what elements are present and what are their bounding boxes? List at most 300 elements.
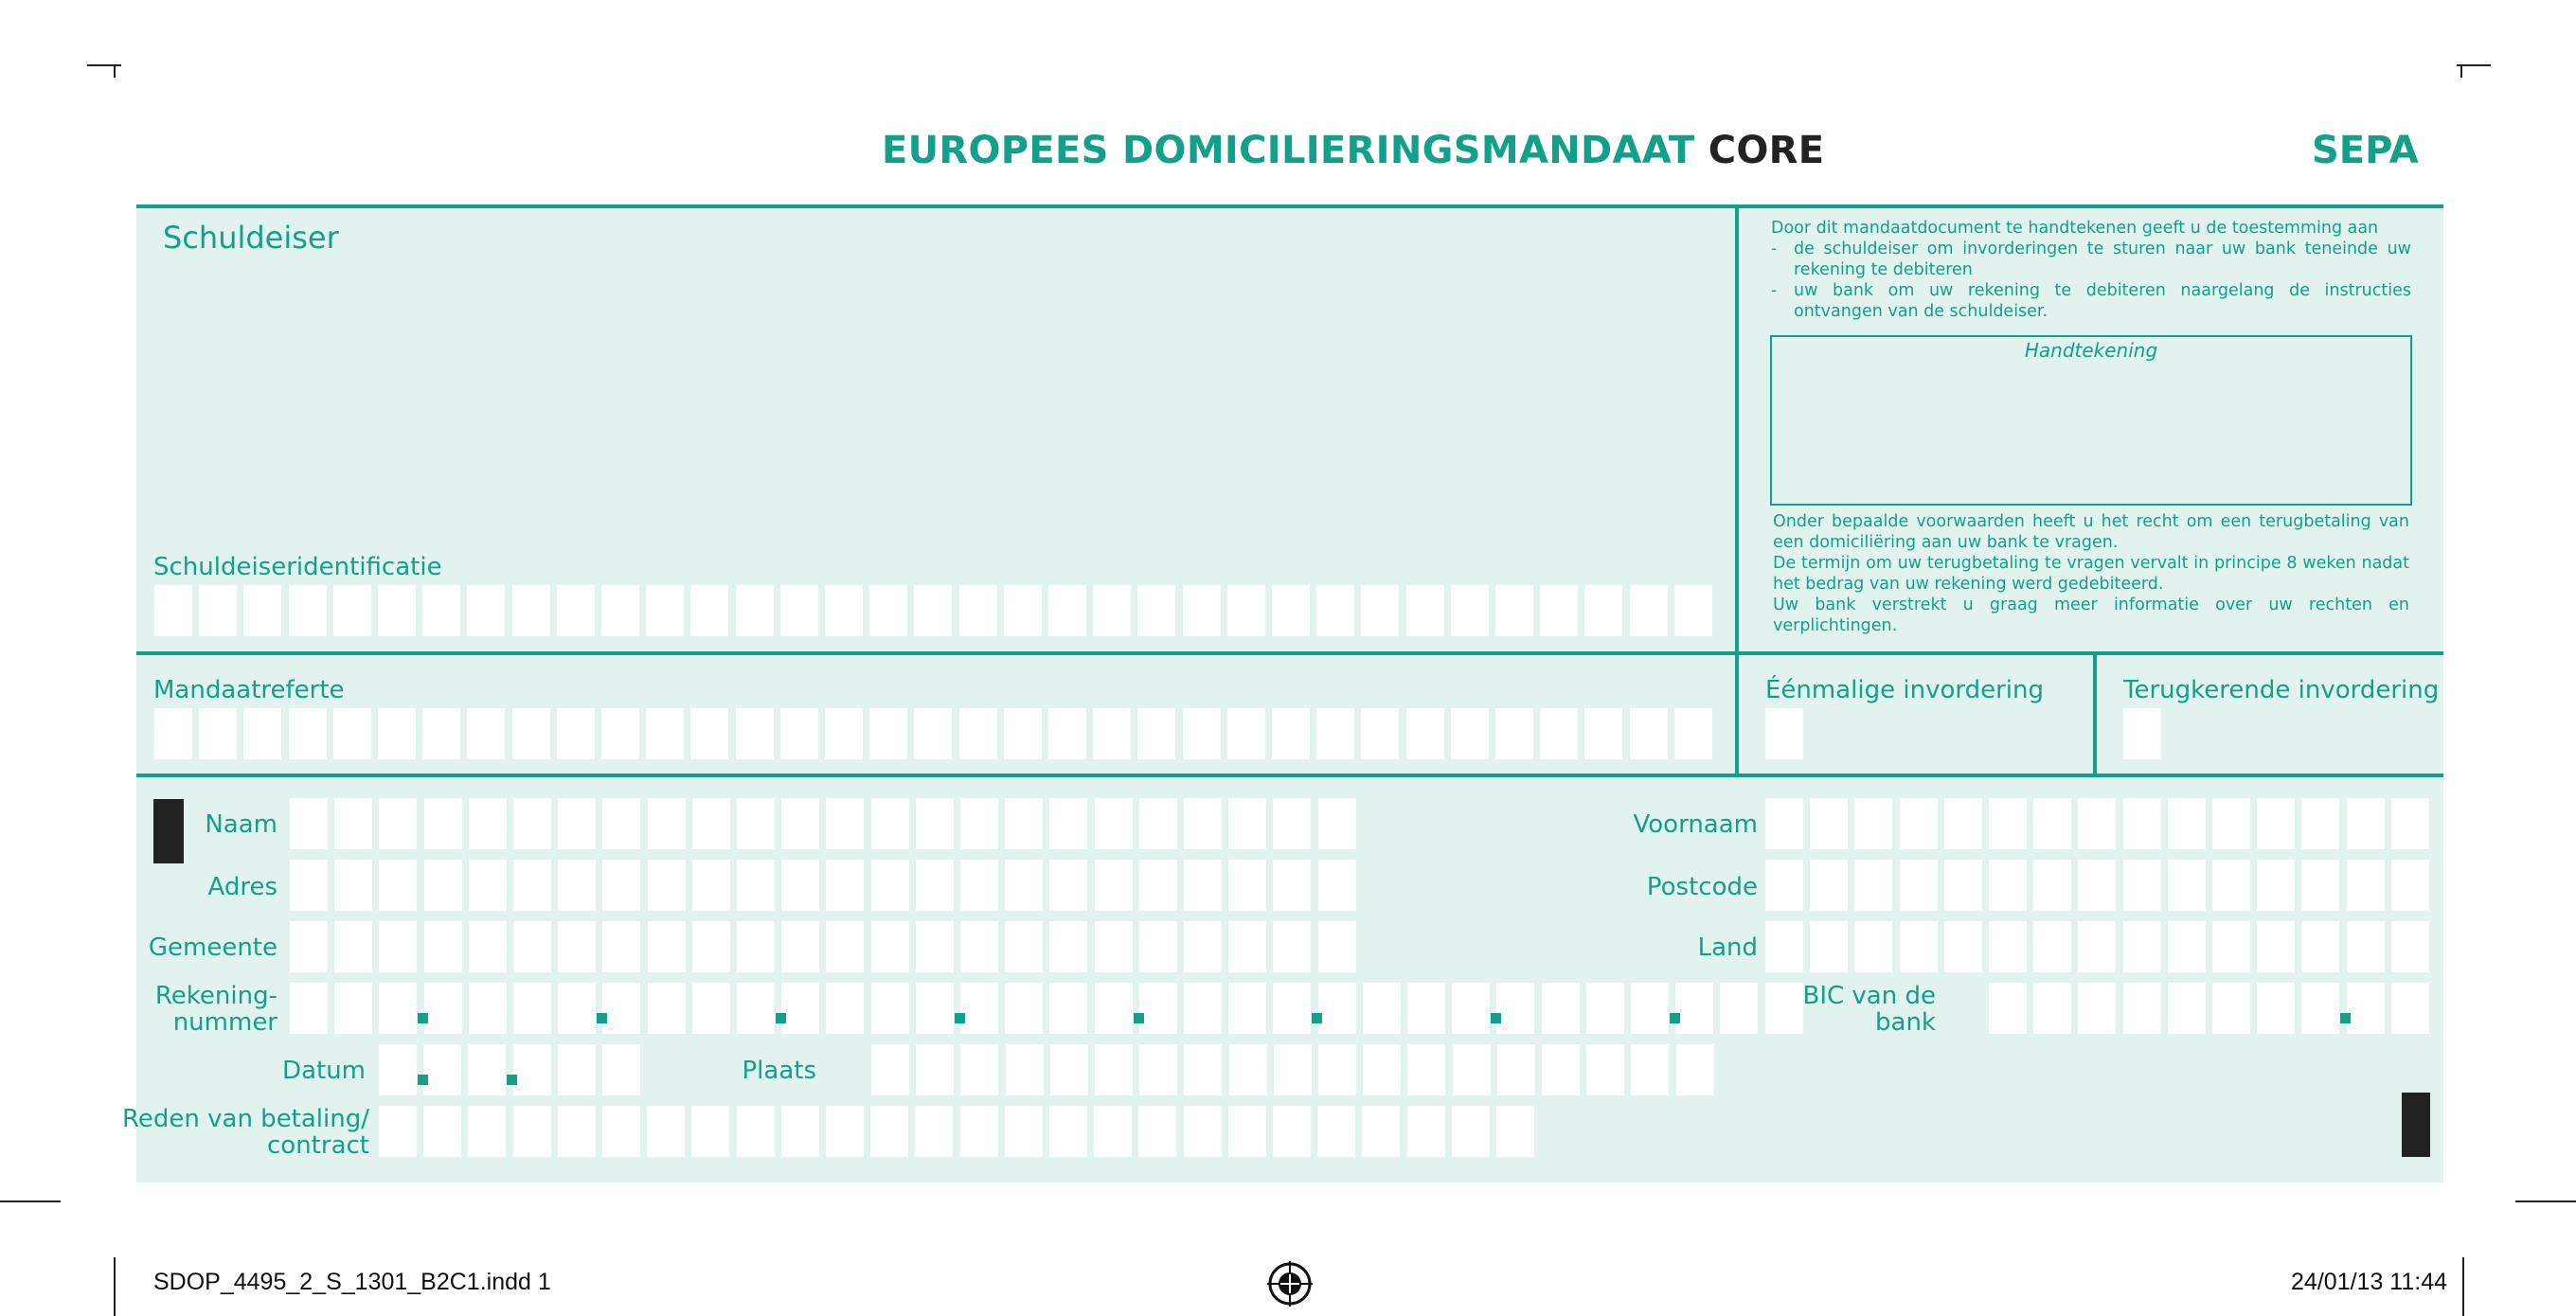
creditor-id-char-box[interactable] bbox=[690, 585, 728, 636]
address-char-box[interactable] bbox=[558, 860, 596, 911]
firstname-char-box[interactable] bbox=[2257, 798, 2295, 849]
city-char-box[interactable] bbox=[1095, 921, 1133, 972]
account-number-char-box[interactable] bbox=[1049, 983, 1087, 1034]
mandate-reference-char-box[interactable] bbox=[959, 708, 997, 759]
address-char-box[interactable] bbox=[1228, 860, 1266, 911]
address-char-box[interactable] bbox=[1139, 860, 1177, 911]
account-number-char-box[interactable] bbox=[1407, 983, 1445, 1034]
account-number-char-box[interactable] bbox=[916, 983, 954, 1034]
consent-item-bank: uw bank om uw rekening te debiteren naargelang de instructies ontvangen van de schuldeiser. bbox=[1794, 281, 2411, 321]
address-char-box[interactable] bbox=[1049, 860, 1087, 911]
country-char-box[interactable] bbox=[1810, 921, 1848, 972]
account-number-char-box[interactable] bbox=[960, 983, 998, 1034]
payment-reason-char-box[interactable] bbox=[1362, 1106, 1400, 1157]
creditor-id-char-box[interactable] bbox=[1316, 585, 1354, 636]
payment-reason-char-box[interactable] bbox=[781, 1106, 819, 1157]
mandate-reference-char-box[interactable] bbox=[1361, 708, 1399, 759]
account-number-char-box[interactable] bbox=[1720, 983, 1758, 1034]
payment-reason-char-box[interactable] bbox=[1496, 1106, 1534, 1157]
firstname-char-box[interactable] bbox=[2123, 798, 2161, 849]
creditor-id-char-box[interactable] bbox=[422, 585, 460, 636]
crop-mark-top-left-v bbox=[114, 64, 116, 78]
postcode-char-box[interactable] bbox=[1810, 860, 1848, 911]
creditor-id-char-box[interactable] bbox=[914, 585, 952, 636]
account-number-char-box[interactable] bbox=[1765, 983, 1803, 1034]
mandate-reference-char-box[interactable] bbox=[333, 708, 371, 759]
country-char-box[interactable] bbox=[2168, 921, 2206, 972]
mandate-reference-char-box[interactable] bbox=[1004, 708, 1042, 759]
city-char-box[interactable] bbox=[916, 921, 954, 972]
payment-reason-char-box[interactable] bbox=[915, 1106, 953, 1157]
name-char-box[interactable] bbox=[602, 798, 640, 849]
place-char-box[interactable] bbox=[1318, 1044, 1356, 1095]
mandate-reference-char-box[interactable] bbox=[512, 708, 550, 759]
city-char-box[interactable] bbox=[648, 921, 686, 972]
firstname-char-box[interactable] bbox=[1989, 798, 2027, 849]
payment-reason-char-box[interactable] bbox=[602, 1106, 640, 1157]
city-char-box[interactable] bbox=[1139, 921, 1177, 972]
country-char-box[interactable] bbox=[2123, 921, 2161, 972]
postcode-char-box[interactable] bbox=[2123, 860, 2161, 911]
footer-filename: SDOP_4495_2_S_1301_B2C1.indd 1 bbox=[153, 1269, 551, 1295]
city-char-box[interactable] bbox=[334, 921, 372, 972]
payment-reason-char-box[interactable] bbox=[1317, 1106, 1355, 1157]
payment-reason-char-box[interactable] bbox=[558, 1106, 596, 1157]
mandate-reference-char-box[interactable] bbox=[1183, 708, 1221, 759]
creditor-id-char-box[interactable] bbox=[243, 585, 281, 636]
city-char-box[interactable] bbox=[781, 921, 819, 972]
creditor-id-char-box[interactable] bbox=[1137, 585, 1175, 636]
name-char-box[interactable] bbox=[1139, 798, 1177, 849]
country-char-box[interactable] bbox=[1989, 921, 2027, 972]
name-char-box[interactable] bbox=[781, 798, 819, 849]
creditor-id-char-box[interactable] bbox=[1093, 585, 1131, 636]
creditor-id-char-box[interactable] bbox=[467, 585, 505, 636]
payment-reason-char-box[interactable] bbox=[647, 1106, 685, 1157]
creditor-id-char-box[interactable] bbox=[512, 585, 550, 636]
place-char-box[interactable] bbox=[1184, 1044, 1222, 1095]
name-char-box[interactable] bbox=[960, 798, 998, 849]
country-char-box[interactable] bbox=[1900, 921, 1938, 972]
firstname-char-box[interactable] bbox=[2347, 798, 2385, 849]
address-char-box[interactable] bbox=[692, 860, 730, 911]
place-char-box[interactable] bbox=[1363, 1044, 1401, 1095]
country-char-box[interactable] bbox=[2347, 921, 2385, 972]
recurrent-collection-checkbox[interactable] bbox=[2123, 708, 2161, 759]
creditor-id-char-box[interactable] bbox=[289, 585, 327, 636]
bic-char-box[interactable] bbox=[2347, 983, 2385, 1034]
account-number-char-box[interactable] bbox=[1228, 983, 1266, 1034]
address-char-box[interactable] bbox=[737, 860, 775, 911]
mandate-reference-char-box[interactable] bbox=[1227, 708, 1265, 759]
city-char-box[interactable] bbox=[379, 921, 417, 972]
payment-reason-char-box[interactable] bbox=[737, 1106, 775, 1157]
city-char-box[interactable] bbox=[692, 921, 730, 972]
signature-box[interactable] bbox=[1770, 335, 2412, 506]
postcode-char-box[interactable] bbox=[1900, 860, 1938, 911]
account-number-char-box[interactable] bbox=[513, 983, 551, 1034]
account-number-separator-dot bbox=[418, 1013, 428, 1023]
city-char-box[interactable] bbox=[1228, 921, 1266, 972]
address-char-box[interactable] bbox=[1184, 860, 1222, 911]
mandate-reference-char-box[interactable] bbox=[914, 708, 952, 759]
city-char-box[interactable] bbox=[1318, 921, 1356, 972]
address-char-box[interactable] bbox=[1273, 860, 1311, 911]
account-number-char-box[interactable] bbox=[1542, 983, 1580, 1034]
account-number-char-box[interactable] bbox=[558, 983, 596, 1034]
postcode-char-box[interactable] bbox=[1854, 860, 1892, 911]
mandate-reference-char-box[interactable] bbox=[557, 708, 595, 759]
account-number-separator-dot bbox=[776, 1013, 786, 1023]
firstname-char-box[interactable] bbox=[2391, 798, 2429, 849]
name-char-box[interactable] bbox=[1273, 798, 1311, 849]
mandate-reference-char-box[interactable] bbox=[1093, 708, 1131, 759]
place-char-box[interactable] bbox=[916, 1044, 954, 1095]
place-char-box[interactable] bbox=[1453, 1044, 1491, 1095]
place-char-box[interactable] bbox=[1050, 1044, 1088, 1095]
account-number-char-box[interactable] bbox=[737, 983, 775, 1034]
country-char-box[interactable] bbox=[2212, 921, 2250, 972]
postcode-char-box[interactable] bbox=[1944, 860, 1982, 911]
sepa-label: SEPA bbox=[2312, 129, 2419, 172]
name-char-box[interactable] bbox=[1318, 798, 1356, 849]
city-char-box[interactable] bbox=[513, 921, 551, 972]
payment-reason-char-box[interactable] bbox=[960, 1106, 998, 1157]
payment-reason-char-box[interactable] bbox=[1228, 1106, 1266, 1157]
payment-reason-char-box[interactable] bbox=[468, 1106, 506, 1157]
address-char-box[interactable] bbox=[1318, 860, 1356, 911]
address-char-box[interactable] bbox=[648, 860, 686, 911]
address-char-box[interactable] bbox=[871, 860, 909, 911]
mandate-reference-char-box[interactable] bbox=[1451, 708, 1489, 759]
payment-reason-char-box[interactable] bbox=[1407, 1106, 1445, 1157]
account-number-char-box[interactable] bbox=[1184, 983, 1222, 1034]
address-char-box[interactable] bbox=[1095, 860, 1133, 911]
mandate-reference-char-box[interactable] bbox=[1584, 708, 1622, 759]
bic-char-box[interactable] bbox=[2301, 983, 2339, 1034]
address-label: Adres bbox=[207, 873, 277, 901]
mandate-reference-char-box[interactable] bbox=[1048, 708, 1086, 759]
mandate-reference-char-box[interactable] bbox=[289, 708, 327, 759]
payment-reason-char-box[interactable] bbox=[1452, 1106, 1490, 1157]
bic-char-box[interactable] bbox=[2257, 983, 2295, 1034]
account-number-char-box[interactable] bbox=[1005, 983, 1043, 1034]
creditor-id-char-box[interactable] bbox=[1540, 585, 1578, 636]
address-char-box[interactable] bbox=[290, 860, 328, 911]
creditor-id-char-box[interactable] bbox=[1584, 585, 1622, 636]
creditor-id-char-box[interactable] bbox=[869, 585, 907, 636]
creditor-id-char-box[interactable] bbox=[1272, 585, 1310, 636]
bic-char-box[interactable] bbox=[2033, 983, 2071, 1034]
creditor-id-char-box[interactable] bbox=[601, 585, 639, 636]
place-char-box[interactable] bbox=[1631, 1044, 1669, 1095]
place-char-box[interactable] bbox=[960, 1044, 998, 1095]
creditor-id-char-box[interactable] bbox=[1406, 585, 1444, 636]
date-char-box[interactable] bbox=[513, 1044, 551, 1095]
creditor-id-char-box[interactable] bbox=[959, 585, 997, 636]
name-char-box[interactable] bbox=[379, 798, 417, 849]
city-char-box[interactable] bbox=[871, 921, 909, 972]
creditor-id-char-box[interactable] bbox=[780, 585, 818, 636]
place-char-box[interactable] bbox=[1229, 1044, 1267, 1095]
address-char-box[interactable] bbox=[424, 860, 462, 911]
firstname-char-box[interactable] bbox=[1810, 798, 1848, 849]
postcode-char-box[interactable] bbox=[1989, 860, 2027, 911]
postcode-char-box[interactable] bbox=[2391, 860, 2429, 911]
payment-reason-char-box[interactable] bbox=[379, 1106, 417, 1157]
place-char-box[interactable] bbox=[1542, 1044, 1580, 1095]
postcode-char-box[interactable] bbox=[2257, 860, 2295, 911]
account-number-char-box[interactable] bbox=[1586, 983, 1624, 1034]
name-char-box[interactable] bbox=[692, 798, 730, 849]
creditor-id-char-box[interactable] bbox=[1451, 585, 1489, 636]
name-char-box[interactable] bbox=[424, 798, 462, 849]
city-label: Gemeente bbox=[148, 934, 277, 962]
creditor-id-char-box[interactable] bbox=[333, 585, 371, 636]
creditor-id-char-box[interactable] bbox=[154, 585, 192, 636]
name-char-box[interactable] bbox=[871, 798, 909, 849]
bic-char-box[interactable] bbox=[2391, 983, 2429, 1034]
place-char-box[interactable] bbox=[1274, 1044, 1312, 1095]
country-char-box[interactable] bbox=[1944, 921, 1982, 972]
name-char-box[interactable] bbox=[558, 798, 596, 849]
payment-reason-char-box[interactable] bbox=[1273, 1106, 1311, 1157]
mandate-reference-char-box[interactable] bbox=[1630, 708, 1668, 759]
city-char-box[interactable] bbox=[424, 921, 462, 972]
date-char-box[interactable] bbox=[558, 1044, 596, 1095]
postcode-char-box[interactable] bbox=[2078, 860, 2116, 911]
firstname-char-box[interactable] bbox=[1854, 798, 1892, 849]
country-char-box[interactable] bbox=[1765, 921, 1803, 972]
mandate-reference-char-box[interactable] bbox=[825, 708, 863, 759]
city-char-box[interactable] bbox=[290, 921, 328, 972]
mandate-reference-char-box[interactable] bbox=[1137, 708, 1175, 759]
address-char-box[interactable] bbox=[334, 860, 372, 911]
date-char-box[interactable] bbox=[379, 1044, 417, 1095]
name-char-box[interactable] bbox=[1228, 798, 1266, 849]
city-char-box[interactable] bbox=[602, 921, 640, 972]
mandate-reference-char-box[interactable] bbox=[1406, 708, 1444, 759]
account-number-char-box[interactable] bbox=[692, 983, 730, 1034]
city-char-box[interactable] bbox=[1005, 921, 1043, 972]
account-number-char-box[interactable] bbox=[1496, 983, 1534, 1034]
postcode-char-box[interactable] bbox=[2168, 860, 2206, 911]
account-number-char-box[interactable] bbox=[1452, 983, 1490, 1034]
bic-label bbox=[1803, 983, 1937, 1036]
address-char-box[interactable] bbox=[960, 860, 998, 911]
account-number-char-box[interactable] bbox=[1139, 983, 1177, 1034]
account-number-char-box[interactable] bbox=[1095, 983, 1133, 1034]
account-number-char-box[interactable] bbox=[871, 983, 909, 1034]
mandate-reference-char-box[interactable] bbox=[601, 708, 639, 759]
firstname-char-box[interactable] bbox=[2078, 798, 2116, 849]
name-char-box[interactable] bbox=[1005, 798, 1043, 849]
payment-reason-char-box[interactable] bbox=[1094, 1106, 1132, 1157]
mandate-reference-char-box[interactable] bbox=[869, 708, 907, 759]
crop-mark-top-left-h bbox=[87, 64, 121, 66]
name-char-box[interactable] bbox=[513, 798, 551, 849]
city-char-box[interactable] bbox=[737, 921, 775, 972]
postcode-char-box[interactable] bbox=[2301, 860, 2339, 911]
creditor-id-char-box[interactable] bbox=[1048, 585, 1086, 636]
postcode-char-box[interactable] bbox=[2212, 860, 2250, 911]
payment-reason-char-box[interactable] bbox=[513, 1106, 551, 1157]
place-char-box[interactable] bbox=[871, 1044, 909, 1095]
date-char-box[interactable] bbox=[468, 1044, 506, 1095]
country-char-box[interactable] bbox=[2391, 921, 2429, 972]
firstname-char-box[interactable] bbox=[2168, 798, 2206, 849]
place-char-box[interactable] bbox=[1586, 1044, 1624, 1095]
city-char-box[interactable] bbox=[826, 921, 864, 972]
mandate-reference-char-box[interactable] bbox=[690, 708, 728, 759]
address-char-box[interactable] bbox=[916, 860, 954, 911]
name-char-box[interactable] bbox=[469, 798, 507, 849]
account-number-char-box[interactable] bbox=[648, 983, 686, 1034]
creditor-id-char-box[interactable] bbox=[1183, 585, 1221, 636]
mandate-reference-char-box[interactable] bbox=[154, 708, 192, 759]
name-char-box[interactable] bbox=[290, 798, 328, 849]
one-off-collection-checkbox[interactable] bbox=[1765, 708, 1803, 759]
firstname-char-box[interactable] bbox=[2212, 798, 2250, 849]
country-label: Land bbox=[1697, 934, 1758, 962]
bic-separator-dot bbox=[2340, 1013, 2351, 1023]
country-char-box[interactable] bbox=[2257, 921, 2295, 972]
creditor-id-char-box[interactable] bbox=[736, 585, 774, 636]
name-char-box[interactable] bbox=[916, 798, 954, 849]
creditor-id-char-box[interactable] bbox=[1630, 585, 1668, 636]
creditor-id-char-box[interactable] bbox=[378, 585, 416, 636]
bic-char-box[interactable] bbox=[2078, 983, 2116, 1034]
account-number-char-box[interactable] bbox=[1631, 983, 1669, 1034]
creditor-id-char-box[interactable] bbox=[646, 585, 684, 636]
creditor-id-char-box[interactable] bbox=[825, 585, 863, 636]
mandate-reference-char-box[interactable] bbox=[736, 708, 774, 759]
mandate-reference-char-box[interactable] bbox=[780, 708, 818, 759]
address-char-box[interactable] bbox=[513, 860, 551, 911]
city-char-box[interactable] bbox=[558, 921, 596, 972]
name-char-box[interactable] bbox=[1184, 798, 1222, 849]
address-char-box[interactable] bbox=[781, 860, 819, 911]
creditor-id-char-box[interactable] bbox=[1674, 585, 1712, 636]
account-number-char-box[interactable] bbox=[290, 983, 328, 1034]
country-char-box[interactable] bbox=[2078, 921, 2116, 972]
firstname-char-box[interactable] bbox=[1765, 798, 1803, 849]
account-number-char-box[interactable] bbox=[334, 983, 372, 1034]
payment-reason-char-box[interactable] bbox=[423, 1106, 461, 1157]
firstname-char-box[interactable] bbox=[2033, 798, 2071, 849]
creditor-id-char-box[interactable] bbox=[557, 585, 595, 636]
payment-reason-char-box[interactable] bbox=[691, 1106, 729, 1157]
address-char-box[interactable] bbox=[379, 860, 417, 911]
mandate-reference-char-box[interactable] bbox=[1316, 708, 1354, 759]
city-char-box[interactable] bbox=[1184, 921, 1222, 972]
bic-char-box[interactable] bbox=[1989, 983, 2027, 1034]
city-char-box[interactable] bbox=[960, 921, 998, 972]
mandate-reference-char-box[interactable] bbox=[422, 708, 460, 759]
country-char-box[interactable] bbox=[1854, 921, 1892, 972]
place-char-box[interactable] bbox=[1139, 1044, 1177, 1095]
account-number-char-box[interactable] bbox=[826, 983, 864, 1034]
address-char-box[interactable] bbox=[826, 860, 864, 911]
account-number-char-box[interactable] bbox=[469, 983, 507, 1034]
account-number-char-box[interactable] bbox=[1318, 983, 1356, 1034]
mandate-reference-char-box[interactable] bbox=[1272, 708, 1310, 759]
payment-reason-char-box[interactable] bbox=[1005, 1106, 1043, 1157]
city-char-box[interactable] bbox=[469, 921, 507, 972]
date-char-box[interactable] bbox=[423, 1044, 461, 1095]
creditor-id-char-box[interactable] bbox=[1361, 585, 1399, 636]
name-char-box[interactable] bbox=[1049, 798, 1087, 849]
payment-reason-char-box[interactable] bbox=[870, 1106, 908, 1157]
payment-reason-char-box[interactable] bbox=[826, 1106, 864, 1157]
account-number-char-box[interactable] bbox=[1273, 983, 1311, 1034]
creditor-id-char-box[interactable] bbox=[1495, 585, 1533, 636]
crop-mark-bottom-right-v bbox=[2462, 1257, 2464, 1316]
place-char-box[interactable] bbox=[1006, 1044, 1044, 1095]
mandate-reference-char-box[interactable] bbox=[243, 708, 281, 759]
address-char-box[interactable] bbox=[469, 860, 507, 911]
mandate-reference-char-box[interactable] bbox=[199, 708, 237, 759]
mandate-reference-char-box[interactable] bbox=[378, 708, 416, 759]
bic-char-box[interactable] bbox=[2212, 983, 2250, 1034]
creditor-id-char-box[interactable] bbox=[1004, 585, 1042, 636]
mandate-reference-char-box[interactable] bbox=[646, 708, 684, 759]
place-char-box[interactable] bbox=[1407, 1044, 1445, 1095]
creditor-id-char-box[interactable] bbox=[199, 585, 237, 636]
name-char-box[interactable] bbox=[1095, 798, 1133, 849]
crop-mark-bottom-right-h bbox=[2515, 1200, 2576, 1202]
address-char-box[interactable] bbox=[602, 860, 640, 911]
account-number-char-box[interactable] bbox=[1675, 983, 1713, 1034]
payment-reason-char-box[interactable] bbox=[1049, 1106, 1087, 1157]
one-off-collection-label: Éénmalige invordering bbox=[1765, 676, 2044, 704]
place-char-box[interactable] bbox=[1676, 1044, 1714, 1095]
account-number-char-box[interactable] bbox=[602, 983, 640, 1034]
postcode-char-box[interactable] bbox=[2033, 860, 2071, 911]
postcode-char-box[interactable] bbox=[2347, 860, 2385, 911]
postcode-char-box[interactable] bbox=[1765, 860, 1803, 911]
firstname-char-box[interactable] bbox=[1900, 798, 1938, 849]
account-number-char-box[interactable] bbox=[781, 983, 819, 1034]
place-char-box[interactable] bbox=[1497, 1044, 1535, 1095]
bic-char-box[interactable] bbox=[2123, 983, 2161, 1034]
mandate-reference-char-box[interactable] bbox=[1540, 708, 1578, 759]
account-number-char-box[interactable] bbox=[1363, 983, 1401, 1034]
name-char-box[interactable] bbox=[648, 798, 686, 849]
account-number-char-box[interactable] bbox=[424, 983, 462, 1034]
mandate-reference-char-box[interactable] bbox=[1495, 708, 1533, 759]
address-char-box[interactable] bbox=[1005, 860, 1043, 911]
name-char-box[interactable] bbox=[334, 798, 372, 849]
account-number-char-box[interactable] bbox=[379, 983, 417, 1034]
city-char-box[interactable] bbox=[1049, 921, 1087, 972]
bic-char-box[interactable] bbox=[2168, 983, 2206, 1034]
payment-reason-char-box[interactable] bbox=[1184, 1106, 1222, 1157]
mandate-reference-char-box[interactable] bbox=[467, 708, 505, 759]
city-char-box[interactable] bbox=[1273, 921, 1311, 972]
mandate-reference-char-box[interactable] bbox=[1674, 708, 1712, 759]
country-char-box[interactable] bbox=[2301, 921, 2339, 972]
firstname-char-box[interactable] bbox=[1944, 798, 1982, 849]
name-char-box[interactable] bbox=[737, 798, 775, 849]
date-char-box[interactable] bbox=[602, 1044, 640, 1095]
firstname-char-box[interactable] bbox=[2301, 798, 2339, 849]
country-char-box[interactable] bbox=[2033, 921, 2071, 972]
name-char-box[interactable] bbox=[826, 798, 864, 849]
payment-reason-char-box[interactable] bbox=[1138, 1106, 1176, 1157]
creditor-id-char-box[interactable] bbox=[1227, 585, 1265, 636]
place-char-box[interactable] bbox=[1095, 1044, 1133, 1095]
